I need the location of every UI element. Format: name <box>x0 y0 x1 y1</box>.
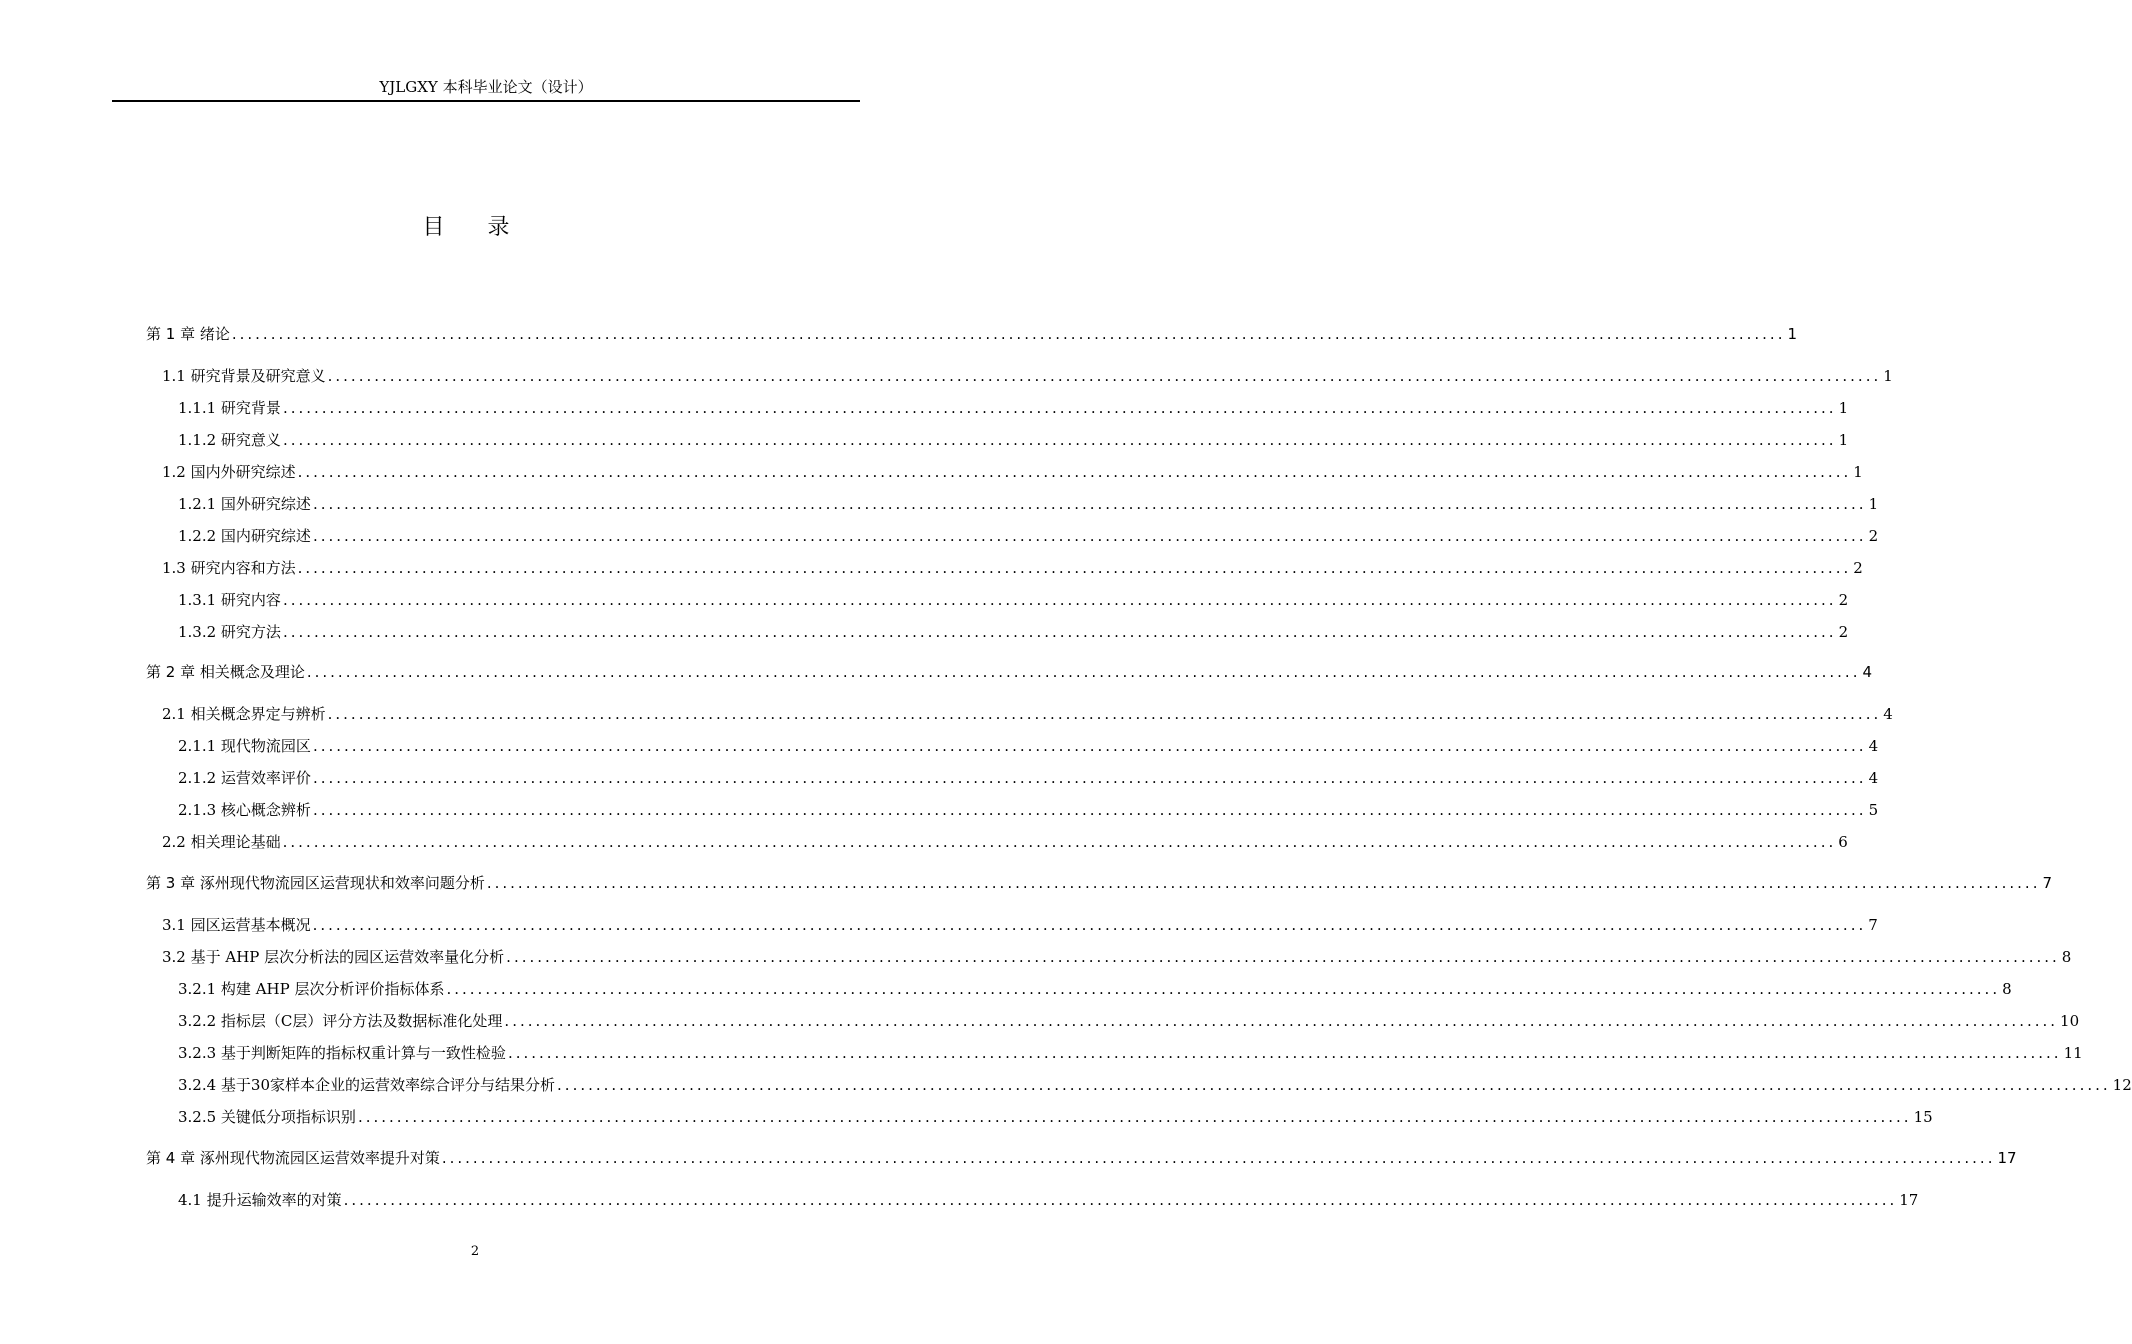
toc-section-entry[interactable] <box>178 975 2012 1003</box>
toc-entry-page-number: 1 <box>1883 367 1893 385</box>
toc-entry-page-number: 4 <box>1862 663 1873 681</box>
toc-entry-page-number: 5 <box>1868 801 1879 819</box>
toc-entry-label: 3.2.3 基于判断矩阵的指标权重计算与一致性检验 <box>178 1044 506 1062</box>
toc-entry-label: 2.2 相关理论基础 <box>162 833 281 851</box>
toc-entry-label: 1.3.1 研究内容 <box>178 591 281 609</box>
toc-entry-label: 2.1.3 核心概念辨析 <box>178 801 311 819</box>
toc-entry-page-number: 1 <box>1838 399 1849 417</box>
toc-dot-leader: ........................................................................................................................................................................................................ <box>343 1191 1898 1209</box>
toc-dot-leader: ........................................................................................................................................................................................................ <box>504 1012 2059 1030</box>
toc-dot-leader: ........................................................................................................................................................................................................ <box>306 663 1861 681</box>
toc-section-entry[interactable] <box>178 1103 1933 1131</box>
toc-dot-leader: ........................................................................................................................................................................................................ <box>312 801 1867 819</box>
toc-dot-leader: ........................................................................................................................................................................................................ <box>327 367 1882 385</box>
toc-dot-leader: ........................................................................................................................................................................................................ <box>506 948 2060 966</box>
toc-entry-page-number: 2 <box>1853 559 1863 577</box>
toc-dot-leader: ........................................................................................................................................................................................................ <box>486 874 2041 892</box>
toc-dot-leader: ........................................................................................................................................................................................................ <box>312 737 1867 755</box>
toc-dot-leader: ........................................................................................................................................................................................................ <box>446 980 2001 998</box>
toc-dot-leader: ........................................................................................................................................................................................................ <box>282 431 1837 449</box>
toc-entry-page-number: 11 <box>2063 1044 2083 1062</box>
toc-dot-leader: ........................................................................................................................................................................................................ <box>282 591 1837 609</box>
toc-entry-page-number: 6 <box>1838 833 1848 851</box>
toc-entry-label: 2.1.1 现代物流园区 <box>178 737 311 755</box>
toc-section-entry[interactable] <box>178 426 1849 454</box>
toc-section-entry[interactable] <box>178 1186 1919 1214</box>
toc-entry-page-number: 17 <box>1997 1149 2017 1167</box>
toc-entry-page-number: 1 <box>1868 495 1879 513</box>
toc-section-entry[interactable] <box>178 1071 2132 1099</box>
toc-entry-page-number: 1 <box>1838 431 1849 449</box>
toc-entry-page-number: 8 <box>2061 948 2072 966</box>
toc-entry-page-number: 2 <box>1838 623 1849 641</box>
page-header: YJLGXY 本科毕业论文（设计） <box>379 78 593 96</box>
toc-entry-page-number: 4 <box>1868 737 1879 755</box>
toc-chapter-entry[interactable] <box>146 320 1798 348</box>
toc-entry-label: 第 1 章 绪论 <box>146 325 230 343</box>
toc-dot-leader: ........................................................................................................................................................................................................ <box>557 1076 2111 1094</box>
toc-entry-page-number: 2 <box>1868 527 1879 545</box>
toc-entry-page-number: 1 <box>1853 463 1863 481</box>
toc-title: 目 录 <box>422 215 528 240</box>
toc-dot-leader: ........................................................................................................................................................................................................ <box>282 623 1837 641</box>
toc-section-entry[interactable] <box>178 1007 2080 1035</box>
toc-entry-page-number: 17 <box>1899 1191 1919 1209</box>
toc-dot-leader: ........................................................................................................................................................................................................ <box>327 705 1882 723</box>
toc-entry-page-number: 7 <box>2042 874 2053 892</box>
toc-entry-page-number: 7 <box>1868 916 1878 934</box>
toc-section-entry[interactable] <box>178 618 1849 646</box>
toc-entry-page-number: 4 <box>1883 705 1893 723</box>
toc-entry-label: 4.1 提升运输效率的对策 <box>178 1191 342 1209</box>
toc-entry-label: 2.1.2 运营效率评价 <box>178 769 311 787</box>
toc-section-entry[interactable] <box>162 943 2072 971</box>
toc-entry-label: 3.2.1 构建 AHP 层次分析评价指标体系 <box>178 980 445 998</box>
toc-entry-label: 2.1 相关概念界定与辨析 <box>162 705 326 723</box>
toc-dot-leader: ........................................................................................................................................................................................................ <box>441 1149 1996 1167</box>
toc-entry-label: 3.2.4 基于30家样本企业的运营效率综合评分与结果分析 <box>178 1076 556 1094</box>
toc-dot-leader: ........................................................................................................................................................................................................ <box>357 1108 1912 1126</box>
toc-entry-label: 1.3.2 研究方法 <box>178 623 281 641</box>
toc-section-entry[interactable] <box>178 796 1879 824</box>
toc-dot-leader: ........................................................................................................................................................................................................ <box>282 833 1837 851</box>
toc-chapter-entry[interactable] <box>146 1144 2017 1172</box>
toc-dot-leader: ........................................................................................................................................................................................................ <box>231 325 1786 343</box>
toc-section-entry[interactable] <box>178 522 1879 550</box>
toc-entry-page-number: 10 <box>2060 1012 2080 1030</box>
toc-entry-label: 第 4 章 涿州现代物流园区运营效率提升对策 <box>146 1149 440 1167</box>
toc-entry-label: 3.2.2 指标层（C层）评分方法及数据标准化处理 <box>178 1012 503 1030</box>
toc-section-entry[interactable] <box>178 394 1849 422</box>
toc-section-entry[interactable] <box>178 764 1879 792</box>
toc-entry-label: 1.2 国内外研究综述 <box>162 463 296 481</box>
toc-entry-label: 第 3 章 涿州现代物流园区运营现状和效率问题分析 <box>146 874 485 892</box>
toc-entry-label: 1.1.2 研究意义 <box>178 431 281 449</box>
toc-entry-page-number: 1 <box>1787 325 1798 343</box>
toc-dot-leader: ........................................................................................................................................................................................................ <box>312 527 1867 545</box>
toc-entry-label: 1.2.2 国内研究综述 <box>178 527 311 545</box>
toc-entry-label: 1.1.1 研究背景 <box>178 399 281 417</box>
toc-section-entry[interactable] <box>178 732 1879 760</box>
toc-entry-label: 1.1 研究背景及研究意义 <box>162 367 326 385</box>
toc-section-entry[interactable] <box>162 828 1848 856</box>
toc-entry-page-number: 12 <box>2112 1076 2132 1094</box>
toc-entry-label: 3.2.5 关键低分项指标识别 <box>178 1108 356 1126</box>
toc-entry-label: 3.1 园区运营基本概况 <box>162 916 311 934</box>
toc-entry-page-number: 15 <box>1913 1108 1933 1126</box>
toc-section-entry[interactable] <box>162 700 1893 728</box>
toc-section-entry[interactable] <box>162 911 1878 939</box>
toc-dot-leader: ........................................................................................................................................................................................................ <box>312 916 1867 934</box>
toc-section-entry[interactable] <box>178 586 1849 614</box>
header-rule <box>112 100 860 102</box>
toc-dot-leader: ........................................................................................................................................................................................................ <box>312 769 1867 787</box>
toc-entry-page-number: 2 <box>1838 591 1849 609</box>
toc-entry-label: 第 2 章 相关概念及理论 <box>146 663 305 681</box>
toc-entry-label: 1.2.1 国外研究综述 <box>178 495 311 513</box>
toc-chapter-entry[interactable] <box>146 869 2053 897</box>
toc-section-entry[interactable] <box>162 362 1893 390</box>
toc-dot-leader: ........................................................................................................................................................................................................ <box>297 559 1852 577</box>
toc-dot-leader: ........................................................................................................................................................................................................ <box>312 495 1867 513</box>
page-number: 2 <box>470 1244 480 1259</box>
toc-dot-leader: ........................................................................................................................................................................................................ <box>297 463 1852 481</box>
toc-entry-page-number: 4 <box>1868 769 1879 787</box>
toc-section-entry[interactable] <box>162 554 1863 582</box>
toc-section-entry[interactable] <box>178 490 1879 518</box>
toc-entry-label: 1.3 研究内容和方法 <box>162 559 296 577</box>
toc-dot-leader: ........................................................................................................................................................................................................ <box>282 399 1837 417</box>
toc-chapter-entry[interactable] <box>146 658 1873 686</box>
toc-section-entry[interactable] <box>162 458 1863 486</box>
toc-dot-leader: ........................................................................................................................................................................................................ <box>507 1044 2062 1062</box>
toc-entry-page-number: 8 <box>2002 980 2012 998</box>
toc-section-entry[interactable] <box>178 1039 2083 1067</box>
toc-entry-label: 3.2 基于 AHP 层次分析法的园区运营效率量化分析 <box>162 948 505 966</box>
